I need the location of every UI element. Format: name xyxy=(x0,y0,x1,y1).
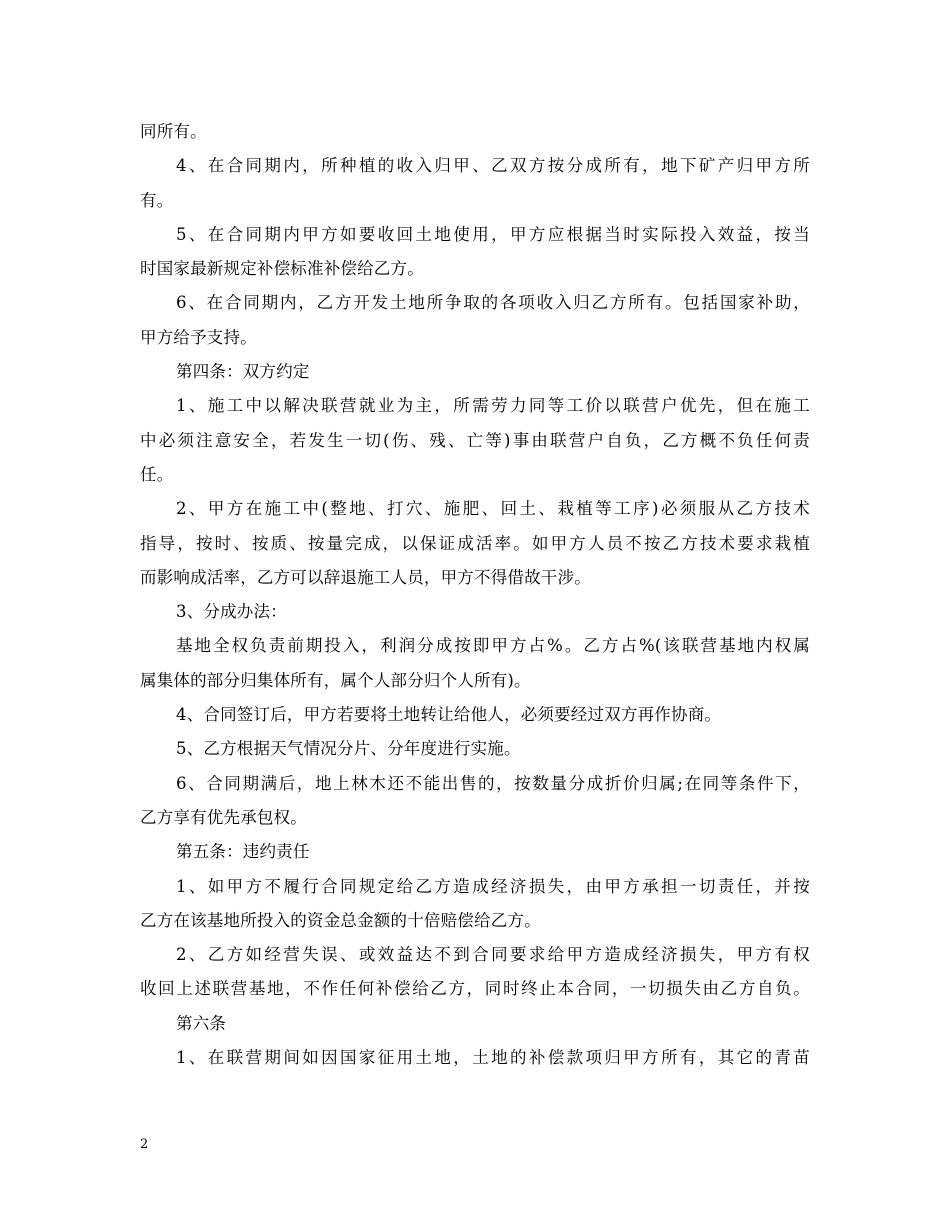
paragraph-line: 6、在合同期内，乙方开发土地所争取的各项收入归乙方所有。包括国家补助， xyxy=(176,293,810,313)
page-number: 2 xyxy=(140,1137,149,1152)
paragraph-line: 中必须注意安全，若发生一切(伤、残、亡等)事由联营户自负，乙方概不负任何责 xyxy=(140,430,810,450)
paragraph-line: 而影响成活率，乙方可以辞退施工人员，甲方不得借故干涉。 xyxy=(140,567,591,587)
section-heading: 第六条 xyxy=(176,1013,227,1033)
paragraph-line: 1、如甲方不履行合同规定给乙方造成经济损失，由甲方承担一切责任，并按 xyxy=(176,876,810,896)
paragraph-line: 乙方享有优先承包权。 xyxy=(140,807,307,827)
paragraph-line: 有。 xyxy=(140,190,174,210)
paragraph-line: 4、合同签订后，甲方若要将土地转让给他人，必须要经过双方再作协商。 xyxy=(176,705,722,725)
paragraph-line: 时国家最新规定补偿标准补偿给乙方。 xyxy=(140,259,424,279)
paragraph-line: 同所有。 xyxy=(140,122,207,141)
paragraph-line: 2、甲方在施工中(整地、打穴、施肥、回土、栽植等工序)必须服从乙方技术 xyxy=(176,499,810,519)
paragraph-line: 6、合同期满后，地上林木还不能出售的，按数量分成折价归属;在同等条件下， xyxy=(176,773,810,793)
section-heading: 第四条：双方约定 xyxy=(176,362,310,382)
paragraph-line: 收回上述联营基地，不作任何补偿给乙方，同时终止本合同，一切损失由乙方自负。 xyxy=(140,979,810,999)
paragraph-line: 1、在联营期间如因国家征用土地，土地的补偿款项归甲方所有，其它的青苗 xyxy=(176,1048,810,1068)
paragraph-line: 任。 xyxy=(140,464,174,484)
paragraph-line: 甲方给予支持。 xyxy=(140,327,257,347)
paragraph-line: 基地全权负责前期投入，利润分成按即甲方占%。乙方占%(该联营基地内权属 xyxy=(176,636,810,656)
paragraph-line: 指导，按时、按质、按量完成，以保证成活率。如甲方人员不按乙方技术要求栽植 xyxy=(140,533,810,553)
section-heading: 第五条：违约责任 xyxy=(176,842,310,862)
paragraph-line: 2、乙方如经营失误、或效益达不到合同要求给甲方造成经济损失，甲方有权 xyxy=(176,945,810,965)
paragraph-line: 3、分成办法： xyxy=(176,602,287,622)
paragraph-line: 5、乙方根据天气情况分片、分年度进行实施。 xyxy=(176,739,521,759)
paragraph-line: 属集体的部分归集体所有，属个人部分归个人所有)。 xyxy=(140,670,531,690)
paragraph-line: 乙方在该基地所投入的资金总金额的十倍赔偿给乙方。 xyxy=(140,910,541,930)
paragraph-line: 1、施工中以解决联营就业为主，所需劳力同等工价以联营户优先，但在施工 xyxy=(176,396,810,416)
document-body xyxy=(140,115,810,1075)
paragraph-line: 4、在合同期内，所种植的收入归甲、乙双方按分成所有，地下矿产归甲方所 xyxy=(176,156,810,176)
paragraph-line: 5、在合同期内甲方如要收回土地使用，甲方应根据当时实际投入效益，按当 xyxy=(176,224,810,244)
